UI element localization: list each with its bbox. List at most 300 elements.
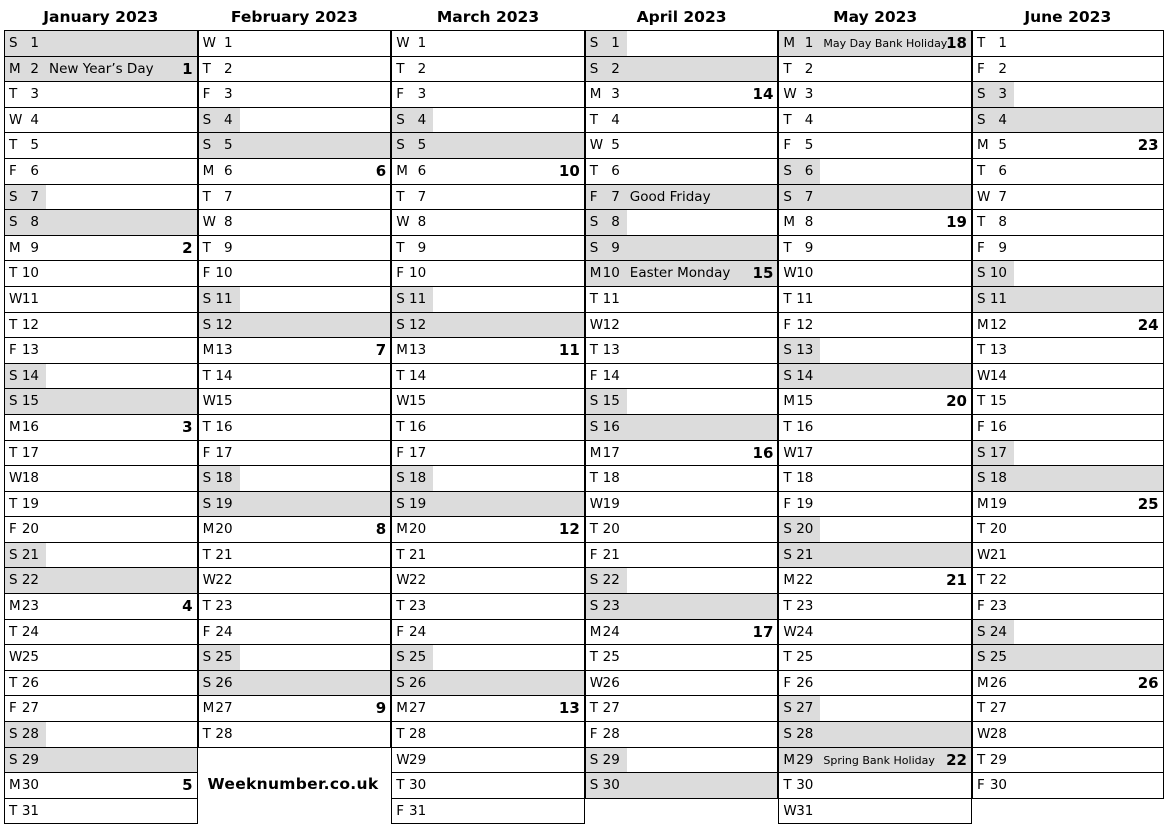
day-number: 22 bbox=[21, 572, 39, 589]
month-title: January 2023 bbox=[43, 8, 159, 26]
day-of-week: S bbox=[783, 521, 792, 538]
day-number: 16 bbox=[215, 418, 233, 435]
month-days bbox=[778, 30, 972, 824]
week-number: 20 bbox=[946, 392, 967, 411]
day-number: 28 bbox=[602, 726, 620, 743]
day-of-week: W bbox=[396, 35, 410, 51]
day-number: 14 bbox=[796, 367, 814, 384]
day-row bbox=[779, 645, 971, 671]
day-of-week: F bbox=[589, 188, 598, 205]
day-number: 31 bbox=[21, 802, 39, 819]
month-column bbox=[778, 0, 972, 824]
day-number: 23 bbox=[602, 598, 620, 615]
day-of-week: S bbox=[783, 342, 792, 359]
day-row bbox=[199, 620, 391, 646]
day-of-week: W bbox=[202, 214, 216, 231]
day-number: 30 bbox=[21, 777, 39, 794]
day-number: 24 bbox=[409, 623, 427, 640]
day-number: 18 bbox=[796, 470, 814, 487]
day-of-week: T bbox=[202, 418, 211, 435]
week-number: 3 bbox=[182, 417, 193, 436]
day-of-week: S bbox=[977, 649, 986, 666]
day-row bbox=[5, 568, 197, 594]
day-row bbox=[973, 108, 1163, 134]
day-row bbox=[392, 159, 584, 185]
day-of-week: F bbox=[396, 86, 404, 103]
day-row bbox=[586, 696, 778, 722]
day-row bbox=[586, 82, 778, 108]
day-of-week: F bbox=[202, 444, 211, 461]
day-of-week: S bbox=[202, 316, 212, 333]
month-days bbox=[198, 30, 392, 748]
day-number: 5 bbox=[804, 137, 814, 154]
day-number: 25 bbox=[215, 649, 233, 666]
day-number: 1 bbox=[998, 35, 1007, 51]
day-of-week: F bbox=[783, 495, 792, 512]
day-row bbox=[586, 441, 778, 467]
day-number: 16 bbox=[602, 418, 620, 435]
day-of-week: S bbox=[202, 495, 212, 512]
day-of-week: S bbox=[396, 137, 405, 154]
day-number: 10 bbox=[21, 265, 39, 282]
day-of-week: T bbox=[396, 418, 405, 435]
day-number: 25 bbox=[21, 649, 39, 666]
day-of-week: F bbox=[9, 700, 17, 717]
day-number: 4 bbox=[804, 111, 814, 128]
day-row bbox=[392, 620, 584, 646]
week-number: 17 bbox=[752, 622, 774, 641]
day-row bbox=[779, 466, 971, 492]
day-row bbox=[199, 31, 391, 57]
week-number: 12 bbox=[558, 520, 580, 539]
day-of-week: S bbox=[396, 470, 405, 487]
day-row bbox=[392, 261, 584, 287]
day-row bbox=[973, 415, 1163, 441]
day-of-week: S bbox=[396, 495, 405, 512]
day-number: 11 bbox=[989, 290, 1007, 307]
day-of-week: W bbox=[9, 649, 23, 666]
day-of-week: S bbox=[977, 265, 986, 282]
day-of-week: F bbox=[9, 521, 17, 538]
day-row bbox=[586, 620, 778, 646]
day-row bbox=[199, 159, 391, 185]
month-column bbox=[585, 0, 779, 799]
day-of-week: M bbox=[589, 623, 602, 640]
day-of-week: F bbox=[9, 342, 17, 359]
day-of-week: T bbox=[977, 214, 986, 231]
day-number: 29 bbox=[796, 751, 814, 768]
day-row bbox=[199, 466, 391, 492]
week-number: 6 bbox=[375, 161, 387, 180]
day-row bbox=[779, 261, 971, 287]
day-number: 18 bbox=[21, 470, 39, 487]
day-of-week: M bbox=[977, 495, 989, 512]
day-number: 8 bbox=[417, 214, 427, 231]
day-number: 6 bbox=[998, 162, 1007, 179]
day-row bbox=[392, 338, 584, 364]
day-of-week: T bbox=[589, 521, 599, 538]
day-row bbox=[779, 389, 971, 415]
day-number: 16 bbox=[989, 418, 1007, 435]
day-row bbox=[973, 568, 1163, 594]
day-of-week: S bbox=[589, 239, 599, 256]
day-row bbox=[199, 287, 391, 313]
day-number: 10 bbox=[602, 265, 620, 282]
day-number: 24 bbox=[21, 623, 39, 640]
day-row bbox=[199, 696, 391, 722]
day-number: 15 bbox=[215, 393, 233, 410]
day-row bbox=[779, 313, 971, 339]
day-of-week: M bbox=[977, 674, 989, 691]
day-row bbox=[5, 441, 197, 467]
day-number: 2 bbox=[611, 60, 620, 77]
day-number: 13 bbox=[215, 342, 233, 359]
day-row bbox=[586, 645, 778, 671]
day-of-week: S bbox=[977, 444, 986, 461]
day-number: 6 bbox=[224, 162, 233, 179]
day-row bbox=[392, 287, 584, 313]
day-of-week: F bbox=[783, 316, 792, 333]
day-row bbox=[779, 185, 971, 211]
day-number: 8 bbox=[30, 214, 39, 231]
day-number: 19 bbox=[215, 495, 233, 512]
day-number: 4 bbox=[417, 111, 427, 128]
day-of-week: W bbox=[977, 188, 991, 205]
day-of-week: M bbox=[783, 572, 796, 589]
week-number: 7 bbox=[375, 341, 387, 360]
day-row bbox=[199, 517, 391, 543]
day-row bbox=[392, 236, 584, 262]
day-number: 19 bbox=[21, 495, 39, 512]
day-number: 30 bbox=[796, 777, 814, 794]
week-number: 8 bbox=[375, 520, 387, 539]
day-row bbox=[5, 313, 197, 339]
day-of-week: T bbox=[9, 86, 18, 103]
day-of-week: W bbox=[783, 802, 797, 819]
day-number: 6 bbox=[417, 162, 427, 179]
day-row bbox=[586, 133, 778, 159]
day-of-week: F bbox=[589, 367, 598, 384]
day-row bbox=[5, 364, 197, 390]
day-number: 29 bbox=[989, 751, 1007, 768]
day-row bbox=[199, 108, 391, 134]
day-row bbox=[779, 441, 971, 467]
month-title: February 2023 bbox=[230, 8, 358, 26]
day-number: 11 bbox=[409, 290, 427, 307]
day-number: 28 bbox=[989, 726, 1007, 743]
day-number: 11 bbox=[602, 290, 620, 307]
day-of-week: T bbox=[202, 367, 211, 384]
day-number: 9 bbox=[611, 239, 620, 256]
day-row bbox=[973, 185, 1163, 211]
day-number: 26 bbox=[796, 674, 814, 691]
day-row bbox=[779, 133, 971, 159]
day-row bbox=[392, 645, 584, 671]
day-row bbox=[199, 722, 391, 748]
day-of-week: W bbox=[9, 470, 23, 487]
day-row bbox=[5, 773, 197, 799]
day-of-week: F bbox=[9, 162, 17, 179]
day-row bbox=[779, 671, 971, 697]
day-row bbox=[779, 415, 971, 441]
day-of-week: S bbox=[783, 162, 792, 179]
day-number: 2 bbox=[30, 60, 39, 77]
day-row bbox=[973, 517, 1163, 543]
day-of-week: S bbox=[396, 290, 405, 307]
day-row bbox=[5, 594, 197, 620]
day-of-week: T bbox=[977, 521, 986, 538]
day-of-week: W bbox=[977, 546, 991, 563]
day-row bbox=[779, 517, 971, 543]
day-row bbox=[586, 492, 778, 518]
day-number: 2 bbox=[804, 60, 814, 77]
day-number: 21 bbox=[409, 546, 427, 563]
day-row bbox=[199, 594, 391, 620]
day-of-week: W bbox=[589, 316, 604, 333]
day-number: 22 bbox=[796, 572, 814, 589]
day-row bbox=[586, 338, 778, 364]
day-of-week: T bbox=[202, 598, 211, 615]
day-row bbox=[392, 466, 584, 492]
day-row bbox=[392, 671, 584, 697]
day-number: 20 bbox=[796, 521, 814, 538]
day-number: 11 bbox=[21, 290, 39, 307]
month-title: May 2023 bbox=[833, 8, 918, 26]
day-number: 28 bbox=[409, 726, 427, 743]
day-of-week: F bbox=[589, 726, 598, 743]
day-number: 16 bbox=[21, 418, 39, 435]
month-title: April 2023 bbox=[636, 8, 727, 26]
day-number: 6 bbox=[30, 162, 39, 179]
day-number: 21 bbox=[602, 546, 620, 563]
day-row bbox=[392, 313, 584, 339]
day-row bbox=[5, 31, 197, 57]
day-of-week: S bbox=[589, 418, 599, 435]
day-row bbox=[779, 210, 971, 236]
day-row bbox=[199, 210, 391, 236]
day-row bbox=[392, 108, 584, 134]
day-of-week: M bbox=[202, 162, 215, 179]
day-number: 18 bbox=[409, 470, 427, 487]
day-of-week: F bbox=[977, 60, 985, 77]
day-row bbox=[779, 364, 971, 390]
day-row bbox=[199, 492, 391, 518]
day-of-week: F bbox=[977, 598, 985, 615]
day-of-week: W bbox=[783, 265, 797, 282]
day-of-week: W bbox=[783, 86, 797, 103]
day-row bbox=[392, 415, 584, 441]
day-row bbox=[586, 236, 778, 262]
day-row bbox=[586, 57, 778, 83]
day-row bbox=[779, 492, 971, 518]
month-title: June 2023 bbox=[1024, 8, 1112, 26]
day-row bbox=[586, 31, 778, 57]
day-of-week: S bbox=[396, 674, 405, 691]
day-of-week: T bbox=[396, 777, 405, 794]
day-number: 7 bbox=[30, 188, 39, 205]
month-column bbox=[972, 0, 1164, 799]
day-row bbox=[973, 338, 1163, 364]
day-row bbox=[973, 441, 1163, 467]
day-number: 12 bbox=[796, 316, 814, 333]
day-of-week: M bbox=[396, 342, 408, 359]
day-row bbox=[5, 415, 197, 441]
holiday-label: Spring Bank Holiday bbox=[823, 753, 935, 767]
week-number: 11 bbox=[558, 341, 580, 360]
day-number: 9 bbox=[804, 239, 814, 256]
day-of-week: T bbox=[9, 802, 18, 819]
day-row bbox=[5, 185, 197, 211]
day-number: 19 bbox=[796, 495, 814, 512]
day-row bbox=[199, 671, 391, 697]
day-of-week: T bbox=[589, 470, 599, 487]
day-of-week: T bbox=[783, 290, 792, 307]
week-number: 13 bbox=[558, 699, 580, 718]
day-of-week: M bbox=[202, 700, 215, 717]
week-number: 18 bbox=[946, 34, 967, 52]
day-of-week: M bbox=[783, 35, 796, 51]
day-number: 24 bbox=[215, 623, 233, 640]
day-number: 4 bbox=[998, 111, 1007, 128]
day-row bbox=[973, 696, 1163, 722]
day-of-week: T bbox=[977, 342, 986, 359]
day-row bbox=[586, 185, 778, 211]
day-of-week: T bbox=[202, 188, 211, 205]
day-of-week: T bbox=[783, 470, 792, 487]
day-row bbox=[779, 82, 971, 108]
day-of-week: T bbox=[396, 726, 405, 743]
day-row bbox=[779, 722, 971, 748]
day-number: 3 bbox=[804, 86, 814, 103]
day-number: 13 bbox=[21, 342, 39, 359]
day-of-week: M bbox=[396, 521, 408, 538]
day-number: 10 bbox=[796, 265, 814, 282]
day-number: 13 bbox=[989, 342, 1007, 359]
day-row bbox=[586, 671, 778, 697]
day-row bbox=[973, 543, 1163, 569]
day-of-week: T bbox=[9, 265, 18, 282]
day-row bbox=[199, 441, 391, 467]
day-of-week: S bbox=[9, 367, 18, 384]
day-row bbox=[973, 620, 1163, 646]
day-number: 3 bbox=[30, 86, 39, 103]
day-row bbox=[392, 517, 584, 543]
day-of-week: T bbox=[396, 546, 405, 563]
day-of-week: M bbox=[589, 444, 602, 461]
day-of-week: M bbox=[783, 751, 796, 768]
day-row bbox=[779, 594, 971, 620]
day-row bbox=[5, 517, 197, 543]
day-number: 23 bbox=[989, 598, 1007, 615]
day-of-week: M bbox=[783, 214, 796, 231]
day-of-week: F bbox=[977, 418, 985, 435]
day-number: 4 bbox=[611, 111, 620, 128]
day-of-week: M bbox=[783, 393, 796, 410]
day-number: 21 bbox=[796, 546, 814, 563]
day-number: 8 bbox=[611, 214, 620, 231]
day-number: 3 bbox=[998, 86, 1007, 103]
day-of-week: M bbox=[202, 342, 215, 359]
day-of-week: M bbox=[589, 265, 602, 282]
day-of-week: S bbox=[589, 60, 599, 77]
day-row bbox=[199, 313, 391, 339]
day-row bbox=[586, 415, 778, 441]
day-number: 10 bbox=[215, 265, 233, 282]
day-of-week: T bbox=[589, 342, 599, 359]
day-of-week: F bbox=[396, 802, 404, 819]
week-number: 22 bbox=[946, 750, 967, 769]
day-number: 7 bbox=[224, 188, 233, 205]
day-of-week: T bbox=[9, 674, 18, 691]
day-number: 11 bbox=[215, 290, 233, 307]
day-number: 9 bbox=[224, 239, 233, 256]
day-of-week: S bbox=[783, 546, 792, 563]
day-of-week: T bbox=[202, 239, 211, 256]
day-of-week: T bbox=[9, 495, 18, 512]
day-row bbox=[392, 696, 584, 722]
day-of-week: F bbox=[396, 444, 404, 461]
day-of-week: S bbox=[589, 393, 599, 410]
day-number: 15 bbox=[21, 393, 39, 410]
day-number: 27 bbox=[215, 700, 233, 717]
day-number: 22 bbox=[989, 572, 1007, 589]
day-of-week: T bbox=[783, 111, 792, 128]
day-of-week: S bbox=[202, 674, 212, 691]
day-row bbox=[5, 748, 197, 774]
day-number: 27 bbox=[21, 700, 39, 717]
day-row bbox=[973, 159, 1163, 185]
day-row bbox=[586, 594, 778, 620]
day-of-week: T bbox=[396, 60, 405, 77]
day-of-week: W bbox=[589, 137, 604, 154]
day-number: 6 bbox=[611, 162, 620, 179]
day-number: 17 bbox=[215, 444, 233, 461]
day-of-week: W bbox=[202, 35, 216, 51]
day-row bbox=[392, 594, 584, 620]
day-number: 5 bbox=[417, 137, 427, 154]
day-of-week: S bbox=[589, 751, 599, 768]
day-number: 30 bbox=[989, 777, 1007, 794]
day-number: 16 bbox=[796, 418, 814, 435]
day-row bbox=[973, 261, 1163, 287]
day-number: 21 bbox=[989, 546, 1007, 563]
day-number: 15 bbox=[796, 393, 814, 410]
week-number: 10 bbox=[558, 161, 580, 180]
day-number: 30 bbox=[409, 777, 427, 794]
day-number: 12 bbox=[602, 316, 620, 333]
month-column bbox=[4, 0, 198, 824]
day-number: 26 bbox=[21, 674, 39, 691]
day-number: 27 bbox=[409, 700, 427, 717]
day-row bbox=[199, 82, 391, 108]
day-row bbox=[5, 543, 197, 569]
day-row bbox=[973, 773, 1163, 799]
day-number: 9 bbox=[30, 239, 39, 256]
day-row bbox=[586, 466, 778, 492]
day-of-week: T bbox=[977, 751, 986, 768]
day-number: 24 bbox=[796, 623, 814, 640]
day-row bbox=[586, 287, 778, 313]
day-number: 18 bbox=[989, 470, 1007, 487]
day-number: 2 bbox=[998, 60, 1007, 77]
day-of-week: S bbox=[396, 316, 405, 333]
day-row bbox=[5, 799, 197, 825]
day-row bbox=[779, 773, 971, 799]
month-days bbox=[972, 30, 1164, 799]
day-of-week: S bbox=[783, 700, 792, 717]
brand-text[interactable]: Weeknumber.co.uk bbox=[207, 775, 379, 793]
day-of-week: T bbox=[977, 35, 986, 51]
